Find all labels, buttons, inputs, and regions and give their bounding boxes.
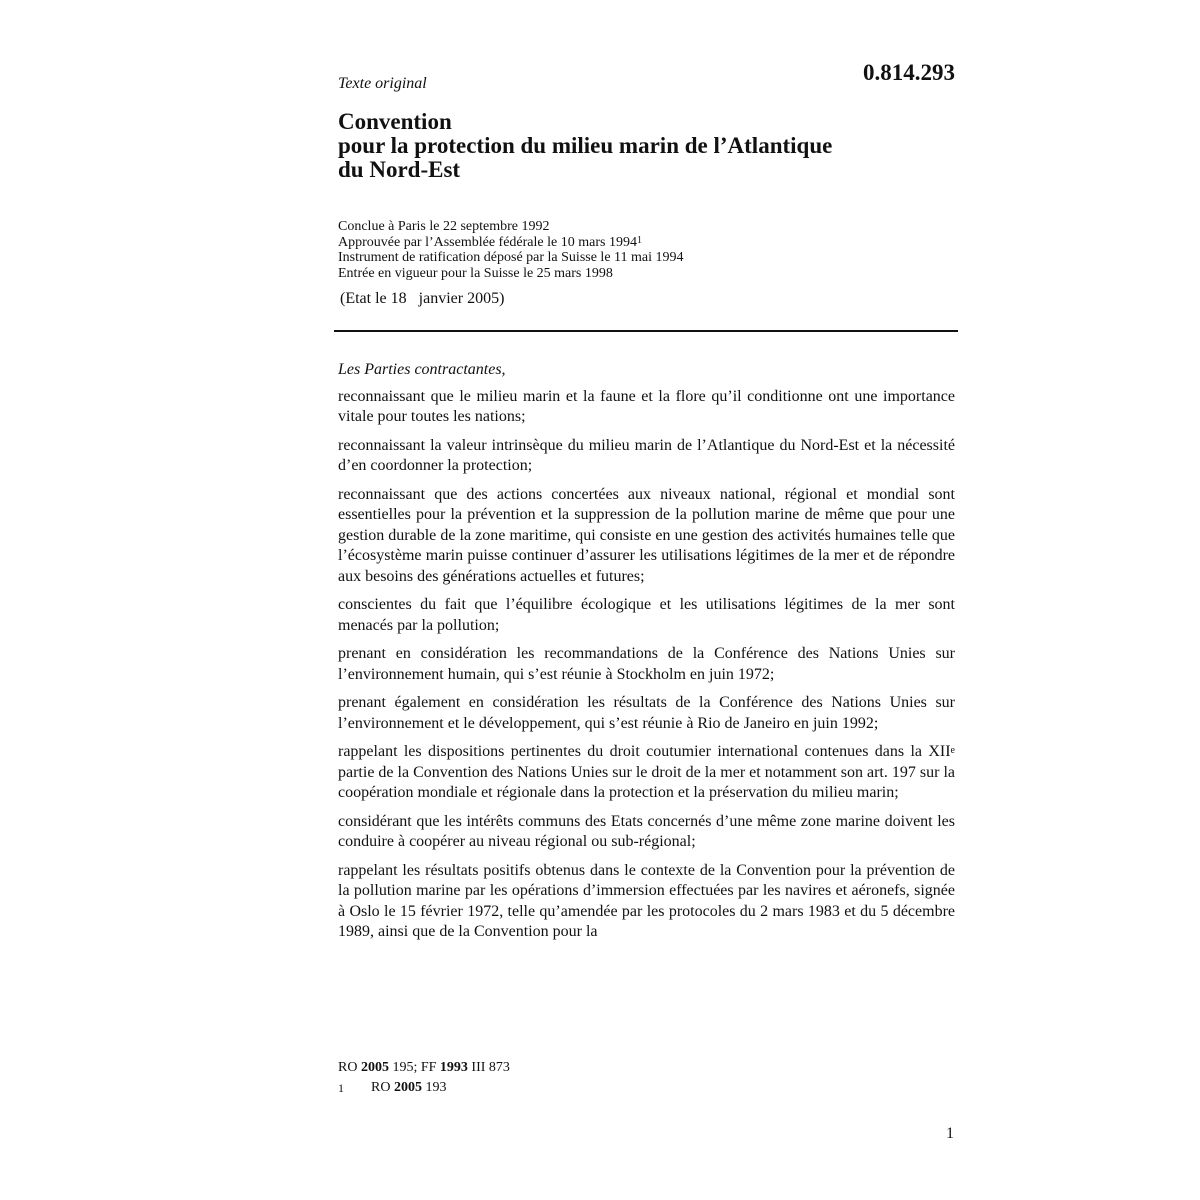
ff-year: 1993 bbox=[439, 1060, 468, 1075]
ro-page: 195; bbox=[392, 1060, 418, 1075]
preamble-paragraph: considérant que les intérêts communs des Etats concernés d’une même zone marine doivent les conduire à coopérer au niveau régional ou sub-régional; bbox=[338, 812, 955, 850]
concluded-date: Conclue à Paris le 22 septembre 1992 bbox=[338, 219, 550, 234]
header-divider bbox=[334, 330, 958, 332]
paragraph-text: rappelant les dispositions pertinentes du droit coutumier international contenues dans la XII bbox=[338, 743, 951, 760]
footnotes bbox=[338, 1058, 958, 1098]
ro-year: 2005 bbox=[393, 1080, 422, 1095]
paragraph-text: partie de la Convention des Nations Unies sur le droit de la mer et notamment son art. 197 sur la coopération mondiale et régionale dans la protection et la préservation du milieu marin; bbox=[338, 763, 955, 801]
ro-label: RO bbox=[371, 1080, 391, 1095]
source-reference bbox=[338, 1058, 958, 1078]
ratification-date: Instrument de ratification déposé par la Suisse le 11 mai 1994 bbox=[338, 250, 684, 265]
entry-into-force-date: Entrée en vigueur pour la Suisse le 25 mars 1998 bbox=[338, 265, 613, 281]
title-line: du Nord-Est bbox=[338, 157, 461, 182]
sr-number: 0.814.293 bbox=[863, 60, 955, 85]
footnote-1 bbox=[338, 1078, 958, 1098]
page-number: 1 bbox=[946, 1125, 954, 1142]
preamble-paragraph: reconnaissant que le milieu marin et la faune et la flore qu’il conditionne ont une importance vitale pour toutes les nations; bbox=[338, 387, 955, 425]
preamble-paragraph: prenant en considération les recommandations de la Conférence des Nations Unies sur l’environnement humain, qui s’est réunie à Stockholm en juin 1972; bbox=[338, 645, 955, 683]
preamble bbox=[338, 360, 955, 951]
title-line: Convention bbox=[338, 109, 452, 134]
approved-date-text: Approuvée par l’Assemblée fédérale le 10 mars 1994 bbox=[338, 234, 637, 250]
approved-date bbox=[338, 235, 958, 251]
superscript: e bbox=[950, 745, 955, 756]
ro-year: 2005 bbox=[360, 1060, 389, 1075]
title-line: pour la protection du milieu marin de l’Atlantique bbox=[338, 133, 833, 158]
preamble-paragraph: prenant également en considération les résultats de la Conférence des Nations Unies sur l’environnement et le développement, qui s’est réunie à Rio de Janeiro en juin 1992; bbox=[338, 694, 955, 732]
dates-block bbox=[338, 219, 958, 281]
preamble-paragraph: reconnaissant que des actions concertées aux niveaux national, régional et mondial sont essentielles pour la prévention et la suppression de la pollution marine de même que pour une gestion durable de la zone maritime, qui consiste en une gestion des activités humaines telle que l’écosystème marin puisse continuer d’assurer les utilisations légitimes de la mer et de répondre aux besoins des générations actuelles et futures; bbox=[338, 485, 955, 585]
document-title bbox=[338, 110, 958, 182]
footnote-number: 1 bbox=[338, 1081, 344, 1095]
preamble-paragraph bbox=[338, 742, 955, 804]
ro-label: RO bbox=[338, 1060, 358, 1075]
ff-ref: III 873 bbox=[471, 1060, 510, 1075]
ff-label: FF bbox=[420, 1060, 437, 1075]
preamble-paragraph: rappelant les résultats positifs obtenus dans le contexte de la Convention pour la prévention de la pollution marine par les opérations d’immersion effectuées par les navires et aéronefs, signée à Oslo le 15 février 1972, telle qu’amendée par les protocoles du 2 mars 1983 et du 5 décembre 1989, ainsi que de la Convention pour la bbox=[338, 861, 955, 940]
status-date: (Etat le 18 janvier 2005) bbox=[340, 290, 505, 307]
footnote-ref: 1 bbox=[636, 234, 642, 246]
preamble-intro: Les Parties contractantes, bbox=[338, 361, 506, 378]
original-text-label: Texte original bbox=[338, 75, 427, 92]
preamble-paragraph: conscientes du fait que l’équilibre écologique et les utilisations légitimes de la mer sont menacés par la pollution; bbox=[338, 596, 955, 634]
preamble-paragraph: reconnaissant la valeur intrinsèque du milieu marin de l’Atlantique du Nord-Est et la nécessité d’en coordonner la protection; bbox=[338, 436, 955, 474]
ro-page: 193 bbox=[425, 1080, 447, 1095]
